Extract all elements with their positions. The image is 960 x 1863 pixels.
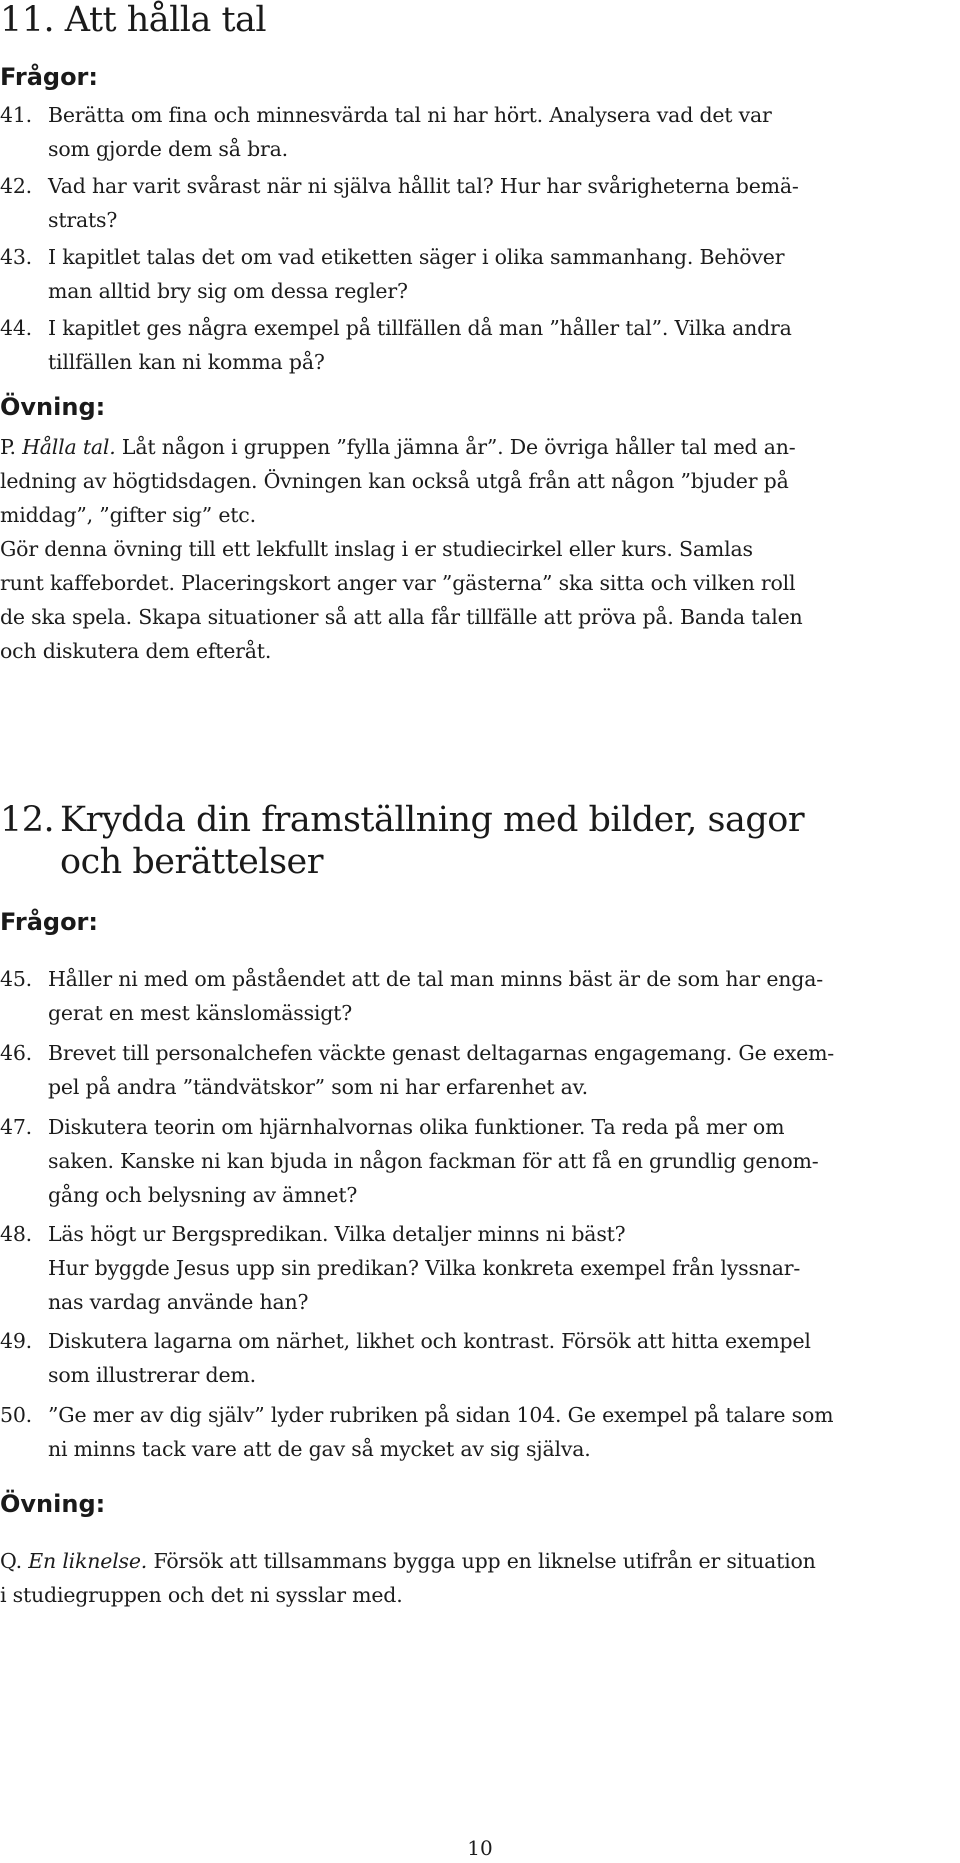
chapter-number: 12. bbox=[0, 800, 55, 840]
text-line: nas vardag använde han? bbox=[48, 1290, 309, 1314]
text-line: pel på andra ”tändvätskor” som ni har erfarenhet av. bbox=[48, 1075, 588, 1099]
question-text bbox=[48, 1398, 953, 1466]
question-number: 45. bbox=[0, 967, 33, 991]
text-line: som gjorde dem så bra. bbox=[48, 137, 288, 161]
question-number: 49. bbox=[0, 1329, 33, 1353]
text-line: i studiegruppen och det ni sysslar med. bbox=[0, 1583, 403, 1607]
exercise-heading-ch11: Övning: bbox=[0, 393, 106, 421]
text-line: gång och belysning av ämnet? bbox=[48, 1183, 358, 1207]
text-line: strats? bbox=[48, 208, 118, 232]
question-49 bbox=[0, 1324, 960, 1392]
question-number: 41. bbox=[0, 103, 33, 127]
page-number: 10 bbox=[467, 1836, 493, 1860]
text-line: gerat en mest känslomässigt? bbox=[48, 1001, 353, 1025]
question-text bbox=[48, 962, 953, 1030]
question-41 bbox=[0, 98, 960, 166]
question-50 bbox=[0, 1398, 960, 1466]
question-42 bbox=[0, 169, 960, 237]
question-text bbox=[48, 169, 953, 237]
text-line: de ska spela. Skapa situationer så att alla får tillfälle att pröva på. Banda talen bbox=[0, 605, 803, 629]
text-line: I kapitlet talas det om vad etiketten säger i olika sammanhang. Behöver bbox=[48, 245, 785, 269]
chapter-title-line: Krydda din framställning med bilder, sagor bbox=[60, 800, 805, 840]
text-line: man alltid bry sig om dessa regler? bbox=[48, 279, 408, 303]
question-48 bbox=[0, 1217, 960, 1319]
text-line: ni minns tack vare att de gav så mycket av sig själva. bbox=[48, 1437, 591, 1461]
exercise-title: En liknelse. bbox=[28, 1549, 148, 1573]
exercise-label: Q. bbox=[0, 1549, 22, 1573]
text-line: Hur byggde Jesus upp sin predikan? Vilka konkreta exempel från lyssnar- bbox=[48, 1256, 801, 1280]
question-number: 48. bbox=[0, 1222, 33, 1246]
exercise-ch12-text bbox=[0, 1544, 960, 1612]
text-line: och diskutera dem efteråt. bbox=[0, 639, 272, 663]
text-line bbox=[0, 430, 960, 464]
question-47 bbox=[0, 1110, 960, 1212]
questions-heading-ch11: Frågor: bbox=[0, 63, 98, 91]
question-number: 44. bbox=[0, 316, 33, 340]
exercise-title: Hålla tal. bbox=[22, 435, 116, 459]
text-line: Brevet till personalchefen väckte genast deltagarnas engagemang. Ge exem- bbox=[48, 1041, 835, 1065]
question-text bbox=[48, 1110, 953, 1212]
chapter-11-title: 11. Att hålla tal bbox=[0, 0, 267, 40]
exercise-first-line: Låt någon i gruppen ”fylla jämna år”. De övriga håller tal med an- bbox=[121, 435, 796, 459]
text-line: som illustrerar dem. bbox=[48, 1363, 256, 1387]
chapter-12-title-line-2: och berättelser bbox=[60, 842, 323, 882]
text-line: tillfällen kan ni komma på? bbox=[48, 350, 325, 374]
chapter-12-title bbox=[0, 798, 804, 842]
question-number: 50. bbox=[0, 1403, 33, 1427]
question-text bbox=[48, 1036, 953, 1104]
text-line: Berätta om fina och minnesvärda tal ni har hört. Analysera vad det var bbox=[48, 103, 772, 127]
text-line bbox=[0, 1544, 960, 1578]
question-46 bbox=[0, 1036, 960, 1104]
question-text bbox=[48, 1324, 953, 1392]
questions-heading-ch12: Frågor: bbox=[0, 908, 98, 936]
question-text bbox=[48, 240, 953, 308]
question-43 bbox=[0, 240, 960, 308]
exercise-ch11-text bbox=[0, 430, 960, 668]
question-number: 42. bbox=[0, 174, 33, 198]
text-line: ledning av högtidsdagen. Övningen kan också utgå från att någon ”bjuder på bbox=[0, 469, 789, 493]
question-text bbox=[48, 98, 953, 166]
text-line: Håller ni med om påståendet att de tal man minns bäst är de som har enga- bbox=[48, 967, 823, 991]
question-text bbox=[48, 1217, 953, 1319]
exercise-first-line: Försök att tillsammans bygga upp en liknelse utifrån er situation bbox=[153, 1549, 816, 1573]
exercise-label: P. bbox=[0, 435, 16, 459]
question-number: 46. bbox=[0, 1041, 33, 1065]
text-line: Diskutera teorin om hjärnhalvornas olika funktioner. Ta reda på mer om bbox=[48, 1115, 785, 1139]
question-44 bbox=[0, 311, 960, 379]
exercise-heading-ch12: Övning: bbox=[0, 1490, 106, 1518]
question-text bbox=[48, 311, 953, 379]
text-line: Vad har varit svårast när ni själva hållit tal? Hur har svårigheterna bemä- bbox=[48, 174, 799, 198]
question-number: 43. bbox=[0, 245, 33, 269]
text-line: Läs högt ur Bergspredikan. Vilka detaljer minns ni bäst? bbox=[48, 1222, 626, 1246]
text-line: runt kaffebordet. Placeringskort anger var ”gästerna” ska sitta och vilken roll bbox=[0, 571, 796, 595]
question-number: 47. bbox=[0, 1115, 33, 1139]
text-line: middag”, ”gifter sig” etc. bbox=[0, 503, 256, 527]
text-line: ”Ge mer av dig själv” lyder rubriken på sidan 104. Ge exempel på talare som bbox=[48, 1403, 834, 1427]
question-45 bbox=[0, 962, 960, 1030]
text-line: Gör denna övning till ett lekfullt inslag i er studiecirkel eller kurs. Samlas bbox=[0, 537, 753, 561]
text-line: I kapitlet ges några exempel på tillfällen då man ”håller tal”. Vilka andra bbox=[48, 316, 792, 340]
text-line: saken. Kanske ni kan bjuda in någon fackman för att få en grundlig genom- bbox=[48, 1149, 819, 1173]
text-line: Diskutera lagarna om närhet, likhet och kontrast. Försök att hitta exempel bbox=[48, 1329, 811, 1353]
